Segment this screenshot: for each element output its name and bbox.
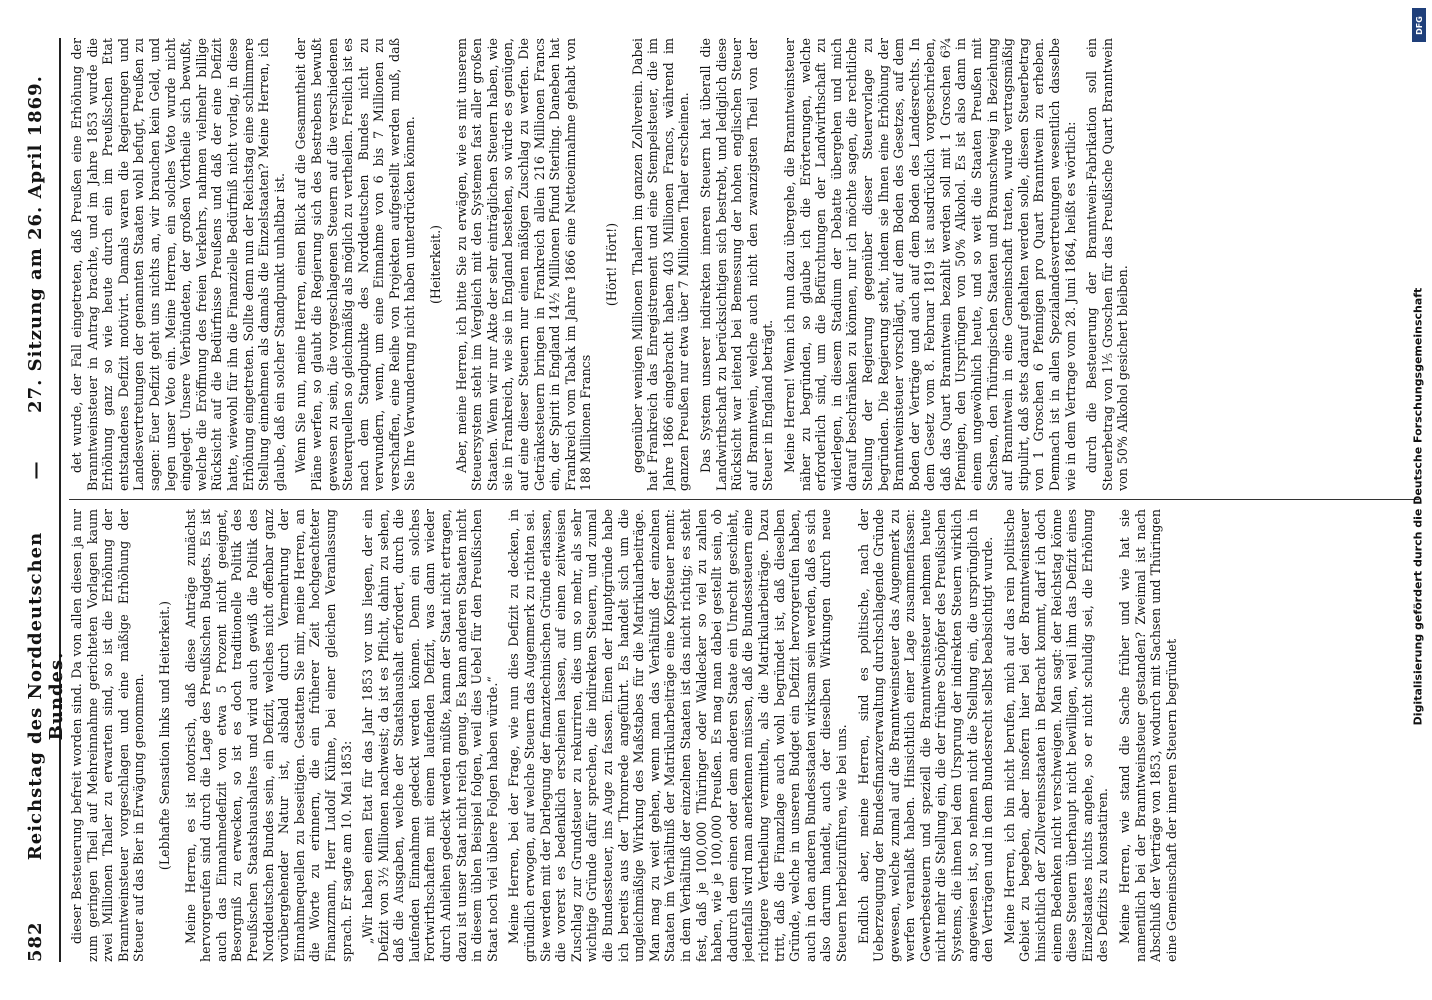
- right-column: [69, 38, 1419, 491]
- interjection: (Heiterkeit.): [428, 225, 444, 304]
- page-number: 582: [25, 921, 46, 962]
- digitization-sidebar: [1406, 60, 1430, 940]
- paragraph: Meine Herren! Wenn ich nun dazu übergehe, die Branntweinsteuer näher zu begründen, so glaube ich die Erörterungen, welche erforderlich sind, um die Befürchtungen der Landwirthschaft zu widerlegen, in diesem Stadium der Debatte übergehen und mich darauf beschränken zu können, nur ich möchte sagen, die rechtliche Stellung der Regierung gegenüber dieser Steuervorlage zu begründen. Die Regierung steht, indem sie Ihnen eine Erhöhung der Branntweinsteuer vorschlägt, auf dem Boden des Gesetzes, auf dem Boden der Verträge und auch auf dem Boden des Landesrechts. In dem Gesetz vom 8. Februar 1819 ist ausdrücklich vorgeschrieben, daß das Quart Branntwein bezahlt werden soll mit 1 Groschen 6¾ Pfennigen, den Ursprüngen von 50% Alkohol. Es ist also dann in einem ungewöhnlich heute, und so weit die Staaten Preußen mit Sachsen, den Thüringischen Staaten und Braunschweig in Beziehung auf Branntwein in eine Gemeinschaft traten, wurde vertragsmäßig stipulirt, daß stets darauf gehalten werden solle, diesen Steuerbetrag von 1 Groschen 6 Pfennigen pro Quart Branntwein zu erheben. Demnach ist in allen Spezialandesvertretungen wesentlich dasselbe wie in dem Vertrage vom 28. Juni 1864, heißt es wörtlich:: [781, 38, 1078, 491]
- page-header: [25, 38, 67, 962]
- interjection: (Hört! Hört!): [604, 222, 619, 307]
- paragraph: Aber, meine Herren, ich bitte Sie zu erwägen, wie es mit unserem Steuersystem steht im Vergleich mit den Systemen fast aller großen Staaten. Wenn wir nur Akte der sehr einträglichen Steuern haben, wie sie in Frankreich, wie sie in England bestehen, so würde es genügen, auf eine dieser Steuern nur einen mäßigen Zuschlag zu werfen. Die Getränkesteuern bringen in Frankreich allein 216 Millionen Francs ein, der Spirit in England 14½ Millionen Pfund Sterling. Daneben hat Frankreich vom Tabak im Jahre 1866 eine Nettoeinnahme gehabt von 188 Millionen Francs: [453, 38, 594, 491]
- paragraph: Meine Herren, wie stand die Sache früher und wie hat sie namentlich bei der Branntweinsteuer gestanden? Zweimal ist nach Abschluß der Verträge von 1853, wodurch mit Sachsen und Thüringen eine Gemeinschaft der inneren Steuern begründet: [1117, 509, 1179, 962]
- paragraph: Das System unserer indirekten inneren Steuern hat überall die Landwirthschaft zu berücksichtigen sich bestrebt, und lediglich diese Rücksicht war leitend bei Bemessung der hohen englischen Steuer auf Branntwein, welche auch nicht den zwanzigsten Theil von der Steuer in England beträgt.: [697, 38, 776, 491]
- digitization-credit: Digitalisierung gefördert durch die Deutsche Forschungsgemeinschaft: [1411, 287, 1425, 726]
- paragraph: Endlich aber, meine Herren, sind es politische, nach der Ueberzeugung der Bundesfinanzverwaltung durchschlagende Gründe gewesen, welche zumal auf die Branntweinsteuer das Augenmerk zu werfen veranlaßt haben. Hinsichtlich einer Lage zusammenfassen: Gewerbesteuern und speziell die Branntweinsteuer nehmen heute nicht mehr die Stellung ein, die der frühere Schöpfer des Preußischen Systems, die ihnen bei dem Ursprung der indirekten Steuern wirklich angewiesen ist, so nehmen nicht die Stellung ein, die ursprünglich in den Verträgen und in dem Bundesrecht selbst beabsichtigt wurde.: [855, 509, 996, 962]
- paragraph: Wenn Sie nun, meine Herren, einen Blick auf die Gesammtheit der Pläne werfen, so glaubt die Regierung sich des Bestrebens bewußt gewesen zu sein, die vorgeschlagenen Steuern auf die verschiedenen Steuerquellen so gleichmäßig als möglich zu vertheilen. Freilich ist es nach dem Standpunkte des Norddeutschen Bundes nicht zu verwundern, wenn, um eine Einnahme von 6 bis 7 Millionen zu verschaffen, eine Reihe von Projekten aufgestellt werden muß, daß Sie Ihre Verwunderung nicht haben unterdrücken können.: [293, 38, 418, 491]
- paragraph: Meine Herren, bei der Frage, wie nun dies Defizit zu decken, in gründlich erwogen, auf welche Steuern das Augenmerk zu richten sei. Sie werden mit der Darlegung der finanztechnischen Gründe erlassen, die vorerst es bedenklich erscheinen lassen, auf einen zeitweisen Zuschlag zur Grundsteuer zu rekurriren, dies um so mehr, als sehr wichtige Gründe dafür sprechen, die indirekten Steuern, und zumal die Bundessteuer, ins Auge zu fassen. Einen der Hauptgründe habe ich bereits aus der Thronrede angeführt. Es handelt sich um die ungleichmäßige Wirkung des Maßstabes für die Matrikularbeiträge. Man mag zu weit gehen, wenn man das Verhältniß der einzelnen Staaten im Verhältniß der Matrikularbeiträge eine Kopfsteuer nennt: in dem Verhältniß der einzelnen Staaten ist das nicht richtig; es steht fest, daß je 100,000 Thüringer oder Waldecker so viel zu zahlen haben, wie je 100,000 Preußen. Es mag man dabei gestellt sein, ob dadurch dem einen oder dem anderen Staate ein Unrecht geschieht, jedenfalls wird man anerkennen müssen, daß die Bundessteuern eine richtigere Vertheilung vermitteln, als die Matrikularbeiträge. Dazu tritt, daß die Finanzlage auch wohl begründet ist, daß dieselben Gründe, welche in unseren Budget ein Defizit hervorgerufen haben, auch in den anderen Bundesstaaten wirksam sein werden, daß es sich also darum handelt, auch der dieselben Wirkungen durch neue Steuern herbeizuführen, wie bei uns.: [506, 509, 849, 962]
- text-columns: [69, 38, 1419, 962]
- left-column: [69, 509, 1419, 962]
- column-divider: [69, 499, 1419, 500]
- paragraph: det wurde, der Fall eingetreten, daß Preußen eine Erhöhung der Branntweinsteuer in Antrag brachte, und im Jahre 1853 wurde die Erhöhung ganz so wie heute durch ein im Preußischen Etat entstandenes Defizit motivirt. Damals waren die Regierungen und Landesvertretungen der genannten Staaten wohl befugt, Preußen zu sagen: Euer Defizit geht uns nichts an, wir brauchen kein Geld, und legen unser Veto ein. Meine Herren, ein solches Veto wurde nicht eingelegt. Unsere Verbündeten, der großen Vortheile sich bewußt, welche die Eröffnung des freien Verkehrs, nahmen vielmehr billige Rücksicht auf die Bedürfnisse Preußens und daß der eine Defizit hatte, wiewohl für ihn die Finanzielle Bedürfniß nicht vorlag, in diese Erhöhung eingetreten. Sollte denn nun der Reichstag eine schlimmere Stellung einnehmen als damals die Einzelstaaten? Meine Herren, ich glaube, daß ein solcher Standpunkt unhaltbar ist.: [69, 38, 287, 491]
- header-right-title: 27. Sitzung am 26. April 1869.: [25, 75, 46, 413]
- dfg-logo: [1412, 8, 1426, 42]
- interjection: (Lebhafte Sensation links und Heiterkeit.): [156, 600, 172, 871]
- header-dash: —: [25, 460, 46, 480]
- dfg-logo-text: DFG: [1414, 15, 1424, 35]
- header-left-title: Reichstag des Norddeutschen Bundes.: [25, 531, 67, 861]
- paragraph: dieser Besteuerung befreit worden sind. Da von allen diesen ja nur zum geringen Theil auf Mehreinnahme gerichteten Vorlagen kaum zwei Millionen Thaler zu erwarten sind, so ist die Erhöhung der Branntweinsteuer vorgeschlagen und eine mäßige Erhöhung der Steuer auf das Bier in Erwägung genommen.: [69, 509, 147, 962]
- paragraph: gegenüber wenigen Millionen Thalern im ganzen Zollverein. Dabei hat Frankreich das Enregistrement und eine Stempelsteuer, die im Jahre 1866 eingebracht haben 403 Millionen Francs, während im ganzen Preußen nur etwa über 7 Millionen Thaler erscheinen.: [629, 38, 692, 491]
- rotated-newspaper-page: [11, 20, 1421, 980]
- paragraph: Meine Herren, es ist notorisch, daß diese Anträge zunächst hervorgerufen sind durch die Lage des Preußischen Budgets. Es ist auch das Einnahmedefizit von etwa 5 Prozent nicht geeignet, Besorgniß zu erwecken, so ist es doch traditionelle Politik des Preußischen Staatshaushaltes und wird auch gewiß die Politik des Norddeutschen Bundes sein, ein Defizit, welches nicht offenbar ganz vorübergehender Natur ist, alsbald durch Vermehrung der Einnahmequellen zu beseitigen. Gestatten Sie mir, meine Herren, an die Worte zu erinnern, die ein früherer Zeit hochgeachteter Finanzmann, Herr Ludolf Kühne, bei einer gleichen Veranlassung sprach. Er sagte am 10. Mai 1853:: [182, 509, 354, 962]
- paragraph: „Wir haben einen Etat für das Jahr 1853 vor uns liegen, der ein Defizit von 3½ Millionen nachweist; da ist es Pflicht, dahin zu sehen, daß die Ausgaben, welche der Staatshaushalt erfordert, durch die laufenden Einnahmen gedeckt werden können. Denn ein solches Fortwirthschaften mit einem laufenden Defizit, was dann wieder durch Anleihen gedeckt werden müßte, kann der Staat nicht ertragen, dazu ist unser Staat nicht reich genug. Es kann anderen Staaten nicht in diesem üblen Beispiel folgen, weil dies Uebel für den Preußischen Staat noch viel üblere Folgen haben würde.“: [360, 509, 500, 962]
- paragraph: Meine Herren, ich bin nicht berufen, mich auf das rein politische Gebiet zu begeben, aber insofern hier bei der Branntweinsteuer hinsichtlich der Zollvereinsstaaten in Betracht kommt, darf ich doch einem Bedenken nicht verschweigen. Man sagt: der Reichstag könne diese Steuern überhaupt nicht bewilligen, weil ihm das Defizit eines Einzelstaates nichts angehe, so er nicht schuldig sei, die Erhöhung des Defizits zu konstatiren.: [1001, 509, 1111, 962]
- paragraph: durch die Besteuerung der Branntwein-Fabrikation soll ein Steuerbetrag von 1⅕ Groschen für das Preußische Quart Branntwein von 50% Alkohol gesichert bleiben.: [1084, 38, 1131, 491]
